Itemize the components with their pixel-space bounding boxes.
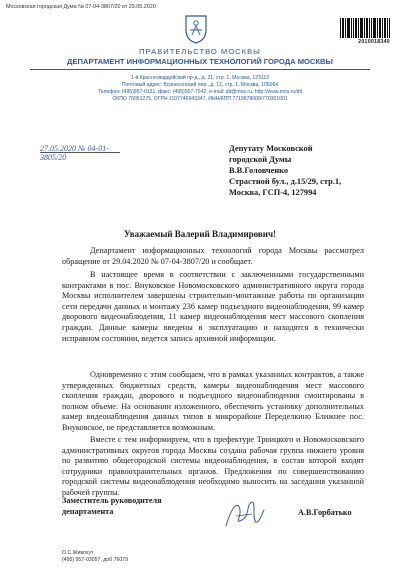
recipient-line: Москва, ГСП-4, 127994 (229, 188, 317, 198)
moscow-coat-of-arms-icon (184, 14, 208, 44)
barcode-icon (340, 18, 390, 38)
signer-position-line: департамента (62, 507, 114, 516)
recipient-line: Страстной бул., д.15/29, стр.1, (229, 177, 342, 187)
government-title: ПРАВИТЕЛЬСТВО МОСКВЫ (139, 47, 261, 56)
address-line: 1-й Красногвардейский пр-д., д. 21, стр. 1, Москва, 123112 (130, 75, 270, 81)
recipient-line: В.В.Головченко (229, 166, 289, 176)
registry-codes-line: ОКПО 70051275, ОГРН 1107746943347, ИНН/КПП 7710878000/770301001 (112, 96, 288, 102)
postal-address-line: Почтовый адрес: Вознесенский пер., д. 12, стр. 1, Москва, 105064 (121, 82, 279, 88)
barcode-number: 2010018340 (358, 39, 390, 45)
executor-info (62, 550, 128, 563)
registration-stamp: 27.05.2020 № 04-01-3805/20 (40, 144, 120, 153)
contacts-line: Телефон: (495)957-0131, факс: (495)957-7542, e-mail: dit@mos.ru, http://www.mos.ru/dit (97, 89, 303, 95)
signer-position-line: Заместитель руководителя (62, 496, 162, 505)
recipient-line: городской Думы (229, 155, 292, 165)
document-header: Московская городская Дума № 07-04-3807/20 от 29.05.2020 (6, 4, 156, 10)
executor-name: О.С.Живохут (62, 550, 94, 556)
body-paragraph: Вместе с тем информируем, что в префектуре Троицкого и Новомосковского административных округов города Москвы создана рабочая группа нижнего уровня по развитию общегородской системы видеонаблюдения, в состав которой входят сотрудники правоохранительных органов. Предложения по совершенствованию городской системы видеонаблюдения необходимо выносить на заседания указанной рабочей группы. (62, 435, 364, 497)
greeting: Уважаемый Валерий Владимирович! (123, 229, 277, 239)
signer-position (62, 495, 162, 517)
recipient-block (229, 143, 341, 198)
letterhead-divider (30, 69, 370, 70)
signer-name: А.В.Горбатько (298, 508, 352, 517)
handwritten-signature-icon (222, 496, 266, 532)
department-title: ДЕПАРТАМЕНТ ИНФОРМАЦИОННЫХ ТЕХНОЛОГИЙ ГОРОДА МОСКВЫ (67, 57, 333, 66)
executor-phone: (495) 957-03057, доб 76079 (62, 556, 128, 563)
body-paragraph: В настоящее время в соответствии с заключенными государственными контрактами в пос. Внуковское Новомосковского административного округа города Москвы исполнителем завершены строительно-монтажные работы по организации сети передачи данных и монтажу 236 камер подъездного видеонаблюдения, 99 камер дворового видеонаблюдения, 11 камер видеонаблюдения мест массового скопления граждан. Данные камеры введены в эксплуатацию и находятся в технически исправном состоянии, ведется запись архивной информации. (62, 270, 364, 343)
recipient-line: Депутату Московской (229, 144, 313, 153)
body-paragraph: Департамент информационных технологий города Москвы рассмотрел обращение от 29.04.2020 № 07-04-3807/20 и сообщает. (62, 246, 364, 266)
body-paragraph: Одновременно с этим сообщаем, что в рамках указанных контрактов, а также утвержденных бюджетных средств, камеры видеонаблюдения мест массового скопления граждан, дворового и подъездного видеонаблюдения смонтированы в полном объеме. На основании изложенного, обеспечить установку дополнительных камер видеонаблюдения данных типов в микрорайоне Переделкино Ближнее пос. Внуковское, не представляется возможным. (62, 370, 364, 432)
